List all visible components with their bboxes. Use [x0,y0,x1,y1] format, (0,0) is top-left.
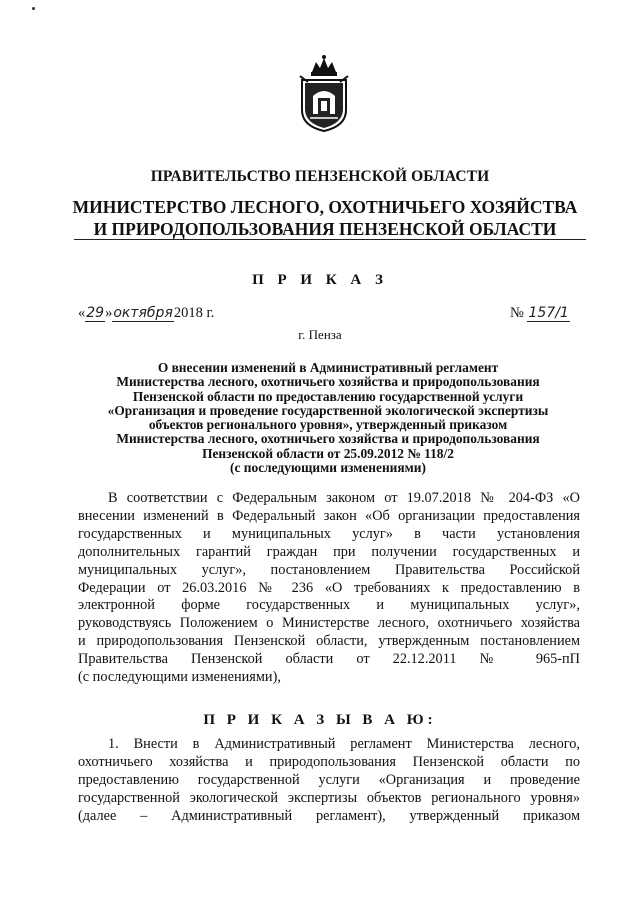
date-year: 2018 г. [173,305,215,321]
decree-heading: П Р И К А З Ы В А Ю: [203,712,437,728]
subject-line: Пензенской области по предоставлению государственной услуги [132,388,524,404]
item-1-line: государственной экологической экспертизы объектов регионального уровня» [78,789,580,806]
preamble-line: В соответствии с Федеральным законом от 19.07.2018 № 204-ФЗ «О [108,490,580,506]
order-number [510,305,570,322]
ministry-line: МИНИСТЕРСТВО ЛЕСНОГО, ОХОТНИЧЬЕГО ХОЗЯЙСТВА [72,197,578,217]
order-city: г. Пенза [298,327,342,342]
subject-line: Министерства лесного, охотничьего хозяйства и природопользования [116,374,540,390]
ministry-heading [70,196,580,240]
preamble-paragraph [78,490,580,687]
preamble-line: (с последующими изменениями), [78,669,281,686]
order-subject [72,361,584,475]
number-handwritten: 157/1 [528,305,569,321]
preamble-line: государственных и муниципальных услуг» в части установления [78,525,580,542]
preamble-line: дополнительных гарантий граждан при получении государственных и [78,543,580,560]
preamble-line: внесении изменений в Федеральный закон «Об организации предоставления [78,507,580,524]
preamble-line: Правительства Пензенской области от 22.12.2011 № 965-пП [78,651,580,668]
preamble-line: муниципальных услуг», постановлением Правительства Российской [78,561,580,578]
date-quote-open: « [78,305,86,321]
preamble-line: и природопользования Пензенской области, утвержденным постановлением [78,633,580,650]
date-month-handwritten: октября [113,305,173,321]
preamble-line: Федерации от 26.03.2016 № 236 «О требованиях к предоставлению в [78,579,580,596]
subject-line: «Организация и проведение государственной экологической экспертизы [107,402,549,418]
order-date [78,305,214,322]
preamble-line: электронной форме государственных и муниципальных услуг», [78,597,580,614]
subject-line: объектов регионального уровня», утвержденный приказом [148,417,508,433]
ministry-line: И ПРИРОДОПОЛЬЗОВАНИЯ ПЕНЗЕНСКОЙ ОБЛАСТИ [93,219,557,239]
preamble-line: руководствуясь Положением о Министерстве лесного, охотничьего хозяйства [78,615,580,632]
subject-line: Министерства лесного, охотничьего хозяйства и природопользования [116,431,540,447]
item-1-line: 1. Внести в Административный регламент Министерства лесного, [108,736,580,752]
item-1-line: (далее – Административный регламент), утвержденный приказом [78,807,580,824]
subject-line: О внесении изменений в Административный регламент [157,360,499,375]
scan-speck [32,7,35,10]
date-day-handwritten: 29 [86,305,105,321]
item-1-line: охотничьего хозяйства и природопользования Пензенской области по [78,753,580,770]
subject-line: Пензенской области от 25.09.2012 № 118/2 [202,445,454,461]
date-quote-close: » [105,305,113,321]
header-rule [74,239,586,240]
item-1-paragraph [78,736,580,826]
order-title: П Р И К А З [252,272,388,288]
item-1-line: предоставлению государственной услуги «Организация и проведение [78,771,580,788]
subject-line: (с последующими изменениями) [230,460,426,476]
number-sign: № [510,305,524,321]
coat-of-arms-icon [296,52,352,132]
government-heading: ПРАВИТЕЛЬСТВО ПЕНЗЕНСКОЙ ОБЛАСТИ [150,168,490,185]
